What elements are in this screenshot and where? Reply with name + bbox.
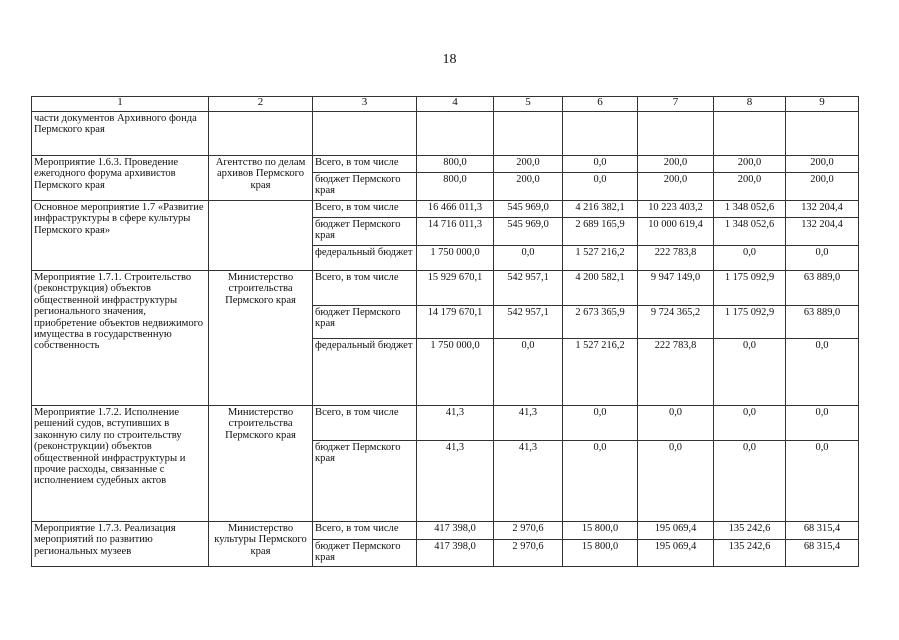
- header-row: [32, 97, 859, 112]
- amount-cell: 417 398,0: [417, 540, 494, 567]
- amount-cell: 545 969,0: [494, 201, 563, 218]
- amount-cell: 200,0: [494, 156, 563, 173]
- column-number-9: 9: [786, 97, 859, 112]
- amount-cell: 2 970,6: [494, 522, 563, 540]
- amount-cell: 0,0: [714, 246, 786, 271]
- amount-cell: 4 216 382,1: [563, 201, 638, 218]
- amount-cell: 0,0: [786, 441, 859, 522]
- amount-cell: 135 242,6: [714, 540, 786, 567]
- amount-cell: 195 069,4: [638, 522, 714, 540]
- amount-cell: 1 348 052,6: [714, 201, 786, 218]
- amount-cell: 800,0: [417, 173, 494, 201]
- amount-cell: 15 800,0: [563, 540, 638, 567]
- amount-cell: 200,0: [714, 156, 786, 173]
- amount-cell: 2 689 165,9: [563, 218, 638, 246]
- funding-source-cell: федеральный бюджет: [313, 246, 417, 271]
- amount-cell: 10 223 403,2: [638, 201, 714, 218]
- amount-cell: 0,0: [638, 406, 714, 441]
- amount-cell: 542 957,1: [494, 306, 563, 339]
- page-number: 18: [442, 52, 457, 67]
- executor-cell: Агентство по делам архивов Пермского края: [209, 156, 313, 201]
- funding-source-cell: Всего, в том числе: [313, 406, 417, 441]
- amount-cell: 0,0: [786, 339, 859, 406]
- amount-cell: 545 969,0: [494, 218, 563, 246]
- empty-cell: [494, 112, 563, 156]
- funding-source-cell: бюджет Пермского края: [313, 306, 417, 339]
- executor-cell: Министерство строительства Пермского края: [209, 271, 313, 406]
- amount-cell: 0,0: [563, 156, 638, 173]
- funding-source-cell: бюджет Пермского края: [313, 173, 417, 201]
- amount-cell: 0,0: [638, 441, 714, 522]
- amount-cell: 0,0: [494, 339, 563, 406]
- amount-cell: 0,0: [494, 246, 563, 271]
- funding-source-cell: Всего, в том числе: [313, 201, 417, 218]
- amount-cell: 200,0: [494, 173, 563, 201]
- amount-cell: 542 957,1: [494, 271, 563, 306]
- column-number-6: 6: [563, 97, 638, 112]
- amount-cell: 2 673 365,9: [563, 306, 638, 339]
- funding-source-cell: Всего, в том числе: [313, 156, 417, 173]
- amount-cell: 15 800,0: [563, 522, 638, 540]
- amount-cell: 9 724 365,2: [638, 306, 714, 339]
- column-number-7: 7: [638, 97, 714, 112]
- amount-cell: 417 398,0: [417, 522, 494, 540]
- amount-cell: 200,0: [638, 156, 714, 173]
- amount-cell: 1 175 092,9: [714, 306, 786, 339]
- activity-cell: Основное мероприятие 1.7 «Развитие инфраструктуры в сфере культуры Пермского края»: [32, 201, 209, 271]
- activity-cell: Мероприятие 1.6.3. Проведение ежегодного форума архивистов Пермского края: [32, 156, 209, 201]
- executor-cell: Министерство строительства Пермского края: [209, 406, 313, 522]
- amount-cell: 63 889,0: [786, 271, 859, 306]
- empty-cell: [638, 112, 714, 156]
- column-number-3: 3: [313, 97, 417, 112]
- column-number-2: 2: [209, 97, 313, 112]
- amount-cell: 14 179 670,1: [417, 306, 494, 339]
- funding-source-cell: Всего, в том числе: [313, 271, 417, 306]
- amount-cell: 1 750 000,0: [417, 246, 494, 271]
- amount-cell: 16 466 011,3: [417, 201, 494, 218]
- column-number-8: 8: [714, 97, 786, 112]
- amount-cell: 41,3: [494, 441, 563, 522]
- amount-cell: 1 527 216,2: [563, 339, 638, 406]
- table-row: [32, 406, 859, 441]
- amount-cell: 41,3: [494, 406, 563, 441]
- amount-cell: 800,0: [417, 156, 494, 173]
- amount-cell: 222 783,8: [638, 246, 714, 271]
- funding-source-cell: бюджет Пермского края: [313, 441, 417, 522]
- activity-cell: Мероприятие 1.7.3. Реализация мероприятий по развитию региональных музеев: [32, 522, 209, 567]
- empty-cell: [714, 112, 786, 156]
- amount-cell: 15 929 670,1: [417, 271, 494, 306]
- amount-cell: 0,0: [786, 406, 859, 441]
- amount-cell: 0,0: [714, 441, 786, 522]
- table-row: [32, 271, 859, 306]
- empty-cell: [313, 112, 417, 156]
- amount-cell: 1 175 092,9: [714, 271, 786, 306]
- column-number-1: 1: [32, 97, 209, 112]
- amount-cell: 0,0: [714, 406, 786, 441]
- amount-cell: 0,0: [563, 173, 638, 201]
- empty-cell: [786, 112, 859, 156]
- executor-cell: Министерство культуры Пермского края: [209, 522, 313, 567]
- amount-cell: 68 315,4: [786, 540, 859, 567]
- amount-cell: 135 242,6: [714, 522, 786, 540]
- budget-table: [31, 96, 859, 567]
- amount-cell: 0,0: [714, 339, 786, 406]
- amount-cell: 0,0: [563, 406, 638, 441]
- amount-cell: 2 970,6: [494, 540, 563, 567]
- amount-cell: 195 069,4: [638, 540, 714, 567]
- amount-cell: 9 947 149,0: [638, 271, 714, 306]
- table-row: [32, 156, 859, 173]
- activity-cell: Мероприятие 1.7.1. Строительство (реконструкция) объектов общественной инфраструктуры регионального значения, приобретение объектов недвижимого имущества в государственную собственность: [32, 271, 209, 406]
- amount-cell: 63 889,0: [786, 306, 859, 339]
- amount-cell: 200,0: [638, 173, 714, 201]
- amount-cell: 200,0: [714, 173, 786, 201]
- amount-cell: 200,0: [786, 173, 859, 201]
- column-number-5: 5: [494, 97, 563, 112]
- amount-cell: 68 315,4: [786, 522, 859, 540]
- empty-cell: [563, 112, 638, 156]
- amount-cell: 132 204,4: [786, 218, 859, 246]
- amount-cell: 14 716 011,3: [417, 218, 494, 246]
- amount-cell: 41,3: [417, 441, 494, 522]
- amount-cell: 4 200 582,1: [563, 271, 638, 306]
- funding-source-cell: бюджет Пермского края: [313, 540, 417, 567]
- funding-source-cell: федеральный бюджет: [313, 339, 417, 406]
- table-body: [32, 97, 859, 567]
- amount-cell: 1 750 000,0: [417, 339, 494, 406]
- amount-cell: 41,3: [417, 406, 494, 441]
- activity-cell: части документов Архивного фонда Пермского края: [32, 112, 209, 156]
- table-row: [32, 112, 859, 156]
- amount-cell: 0,0: [786, 246, 859, 271]
- amount-cell: 222 783,8: [638, 339, 714, 406]
- funding-source-cell: Всего, в том числе: [313, 522, 417, 540]
- empty-cell: [417, 112, 494, 156]
- executor-cell: [209, 112, 313, 156]
- activity-cell: Мероприятие 1.7.2. Исполнение решений судов, вступивших в законную силу по строительству (реконструкции) объектов общественной инфраструктуры и прочие расходы, связанные с исполнением судебных актов: [32, 406, 209, 522]
- column-number-4: 4: [417, 97, 494, 112]
- amount-cell: 1 527 216,2: [563, 246, 638, 271]
- table-row: [32, 522, 859, 540]
- table-row: [32, 201, 859, 218]
- amount-cell: 1 348 052,6: [714, 218, 786, 246]
- executor-cell: [209, 201, 313, 271]
- funding-source-cell: бюджет Пермского края: [313, 218, 417, 246]
- amount-cell: 132 204,4: [786, 201, 859, 218]
- amount-cell: 0,0: [563, 441, 638, 522]
- amount-cell: 10 000 619,4: [638, 218, 714, 246]
- amount-cell: 200,0: [786, 156, 859, 173]
